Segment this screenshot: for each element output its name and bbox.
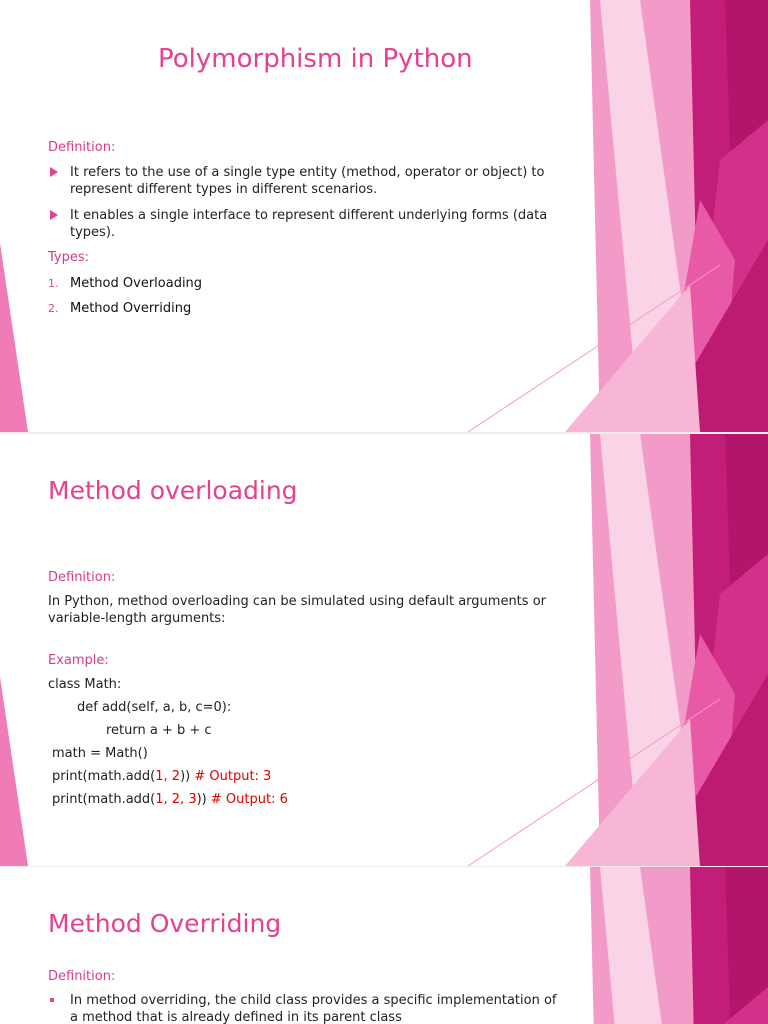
definition-label: Definition: (48, 140, 116, 155)
square-bullet-icon (50, 998, 54, 1002)
code-line: class Math: (48, 677, 122, 692)
definition-label: Definition: (48, 570, 116, 585)
code-comment: # Output: 6 (210, 792, 288, 807)
list-item: It refers to the use of a single type entity (method, operator or object) to represent different types in different scenarios. (48, 164, 568, 198)
list-item: 1. Method Overloading (48, 276, 203, 291)
slide-polymorphism (0, 0, 768, 432)
slide-title: Method Overriding (48, 909, 282, 938)
arrow-bullet-icon (50, 210, 58, 220)
list-item: It enables a single interface to represent different underlying forms (data types). (48, 207, 568, 241)
definition-bullets (48, 992, 568, 1024)
code-line: print(math.add(1, 2)) # Output: 3 (52, 769, 272, 784)
definition-text: In Python, method overloading can be simulated using default arguments or variable-length arguments: (48, 594, 546, 626)
list-item: In method overriding, the child class provides a specific implementation of a method that is already defined in its parent class (48, 992, 568, 1024)
definition-label: Definition: (48, 969, 116, 984)
slide-method-overloading (0, 434, 768, 866)
types-label: Types: (48, 250, 90, 265)
code-comment: # Output: 3 (194, 769, 272, 784)
definition-bullets (48, 164, 568, 250)
code-args: 1, 2 (155, 769, 181, 784)
code-line: print(math.add(1, 2, 3)) # Output: 6 (52, 792, 288, 807)
example-label: Example: (48, 653, 109, 668)
code-args: 1, 2, 3 (155, 792, 197, 807)
list-item: 2. Method Overriding (48, 301, 192, 316)
code-line: def add(self, a, b, c=0): (77, 700, 232, 715)
slide-title: Method overloading (48, 476, 298, 505)
arrow-bullet-icon (50, 167, 58, 177)
code-line: math = Math() (52, 746, 148, 761)
types-list (48, 275, 202, 325)
code-line: return a + b + c (106, 723, 212, 738)
page-title: Polymorphism in Python (158, 44, 473, 74)
slide-method-overriding (0, 867, 768, 1024)
